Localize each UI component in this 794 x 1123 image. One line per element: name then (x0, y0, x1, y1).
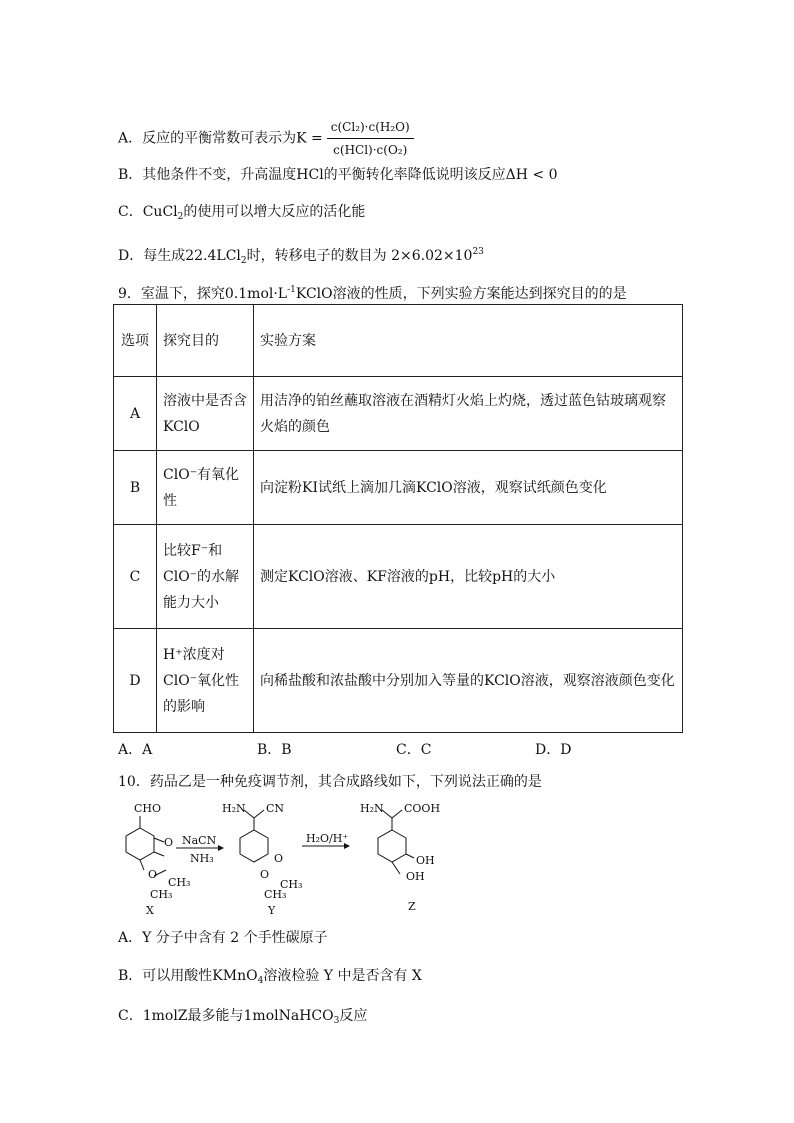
row-plan: 向稀盐酸和浓盐酸中分别加入等量的KClO溶液，观察溶液颜色变化 (254, 629, 683, 733)
q8-c-suffix: 的使用可以增大反应的活化能 (183, 204, 366, 220)
reagent-nh3: NH₃ (190, 852, 214, 865)
table-row (114, 629, 683, 733)
row-goal: ClO⁻有氧化性 (157, 451, 254, 525)
q10-stem: 10．药品乙是一种免疫调节剂，其合成路线如下，下列说法正确的是 (118, 774, 542, 790)
row-plan: 向淀粉KI试纸上滴加几滴KClO溶液，观察试纸颜色变化 (254, 451, 683, 525)
label-x: X (146, 904, 154, 917)
compound-x (126, 802, 190, 917)
z-acid-label: COOH (404, 802, 441, 815)
label-z: Z (408, 900, 416, 913)
x-aldehyde-label: CHO (134, 802, 162, 815)
compound-y (222, 802, 302, 917)
z-hydroxyl-2: OH (406, 870, 425, 883)
q10-c-suffix: 反应 (339, 1008, 368, 1024)
q8-d-prefix: D．每生成22.4LCl (118, 248, 241, 264)
fraction-denominator: c(HCl)·c(O₂) (333, 143, 408, 157)
y-oxygen-2: O (260, 868, 270, 881)
table-row (114, 377, 683, 451)
answer-d: D．D (535, 742, 572, 758)
z-amine-label: H₂N (360, 802, 384, 815)
header-option: 选项 (114, 305, 157, 377)
q8-c-prefix: C． (118, 204, 143, 220)
q10-option-b (118, 966, 422, 991)
x-oxygen-1: O (164, 836, 174, 849)
row-plan: 用洁净的铂丝蘸取溶液在酒精灯火焰上灼烧，透过蓝色钴玻璃观察火焰的颜色 (254, 377, 683, 451)
row-option: C (114, 525, 157, 629)
q10-c-prefix: C．1molZ最多能与1molNaHCO (118, 1008, 334, 1024)
y-methyl-2: CH₃ (264, 888, 287, 901)
q8-d-sub: 2 (240, 256, 247, 266)
q8-option-b: B．其他条件不变，升高温度HCl的平衡转化率降低说明该反应ΔH < 0 (118, 167, 558, 183)
fraction-numerator: c(Cl₂)·c(H₂O) (327, 117, 414, 139)
header-goal: 探究目的 (157, 305, 254, 377)
q8-c-formula: CuCl (142, 204, 178, 220)
equilibrium-constant-fraction (327, 117, 414, 160)
x-methyl-2: CH₃ (150, 888, 173, 901)
y-oxygen-1: O (274, 852, 284, 865)
q8-option-a (118, 117, 414, 160)
q9-answers (118, 740, 674, 760)
q10-b-prefix: B．可以用酸性 (118, 968, 213, 984)
q10-option-c (118, 1006, 367, 1031)
row-option: D (114, 629, 157, 733)
answer-c: C．C (396, 742, 432, 758)
table-header-row (114, 305, 683, 377)
y-nitrile-label: CN (266, 802, 285, 815)
compound-z (360, 802, 440, 913)
row-goal: 比较F⁻和ClO⁻的水解能力大小 (157, 525, 254, 629)
table-row (114, 451, 683, 525)
reagent-hydrolysis: H₂O/H⁺ (306, 832, 349, 845)
y-methyl-1: CH₃ (280, 878, 303, 891)
q8-c-sub: 2 (177, 212, 184, 222)
row-option: A (114, 377, 157, 451)
q8-d-mid: 时，转移电子的数目为 2×6.02×10 (246, 248, 473, 264)
q9-stem-prefix: 9．室温下，探究0.1mol·L (118, 286, 288, 302)
x-oxygen-2: O (148, 868, 158, 881)
experiment-table (113, 304, 683, 733)
q8-a-text: A．反应的平衡常数可表示为 (118, 130, 297, 147)
reagent-nacn: NaCN (182, 834, 217, 847)
y-amine-label: H₂N (222, 802, 246, 815)
q9-stem-sup: -1 (287, 285, 296, 295)
header-plan: 实验方案 (254, 305, 683, 377)
q8-option-d (118, 242, 484, 271)
q9-stem (118, 280, 627, 304)
answer-a: A．A (118, 742, 153, 758)
q10-b-suffix: 溶液检验 Y 中是否含有 X (263, 968, 422, 984)
x-methyl-1: CH₃ (168, 876, 191, 889)
row-goal: H⁺浓度对ClO⁻氧化性的影响 (157, 629, 254, 733)
row-goal: 溶液中是否含KClO (157, 377, 254, 451)
q8-d-sup: 23 (472, 247, 484, 257)
q8-a-k: K = (296, 130, 323, 147)
q10-c-sub: 3 (333, 1016, 340, 1026)
q9-stem-suffix: KClO溶液的性质，下列实验方案能达到探究目的的是 (295, 286, 627, 302)
reaction-arrow-2 (302, 832, 350, 849)
z-hydroxyl-1: OH (416, 854, 435, 867)
label-y: Y (268, 904, 276, 917)
row-option: B (114, 451, 157, 525)
reaction-arrow-1 (176, 834, 224, 865)
q10-b-sub: 4 (257, 976, 264, 986)
q10-b-formula: KMnO (212, 968, 258, 984)
table-row (114, 525, 683, 629)
q10-option-a: A．Y 分子中含有 2 个手性碳原子 (118, 930, 328, 946)
answer-b: B．B (257, 742, 292, 758)
row-plan: 测定KClO溶液、KF溶液的pH，比较pH的大小 (254, 525, 683, 629)
synthesis-scheme (110, 798, 470, 918)
q8-option-c (118, 202, 365, 227)
